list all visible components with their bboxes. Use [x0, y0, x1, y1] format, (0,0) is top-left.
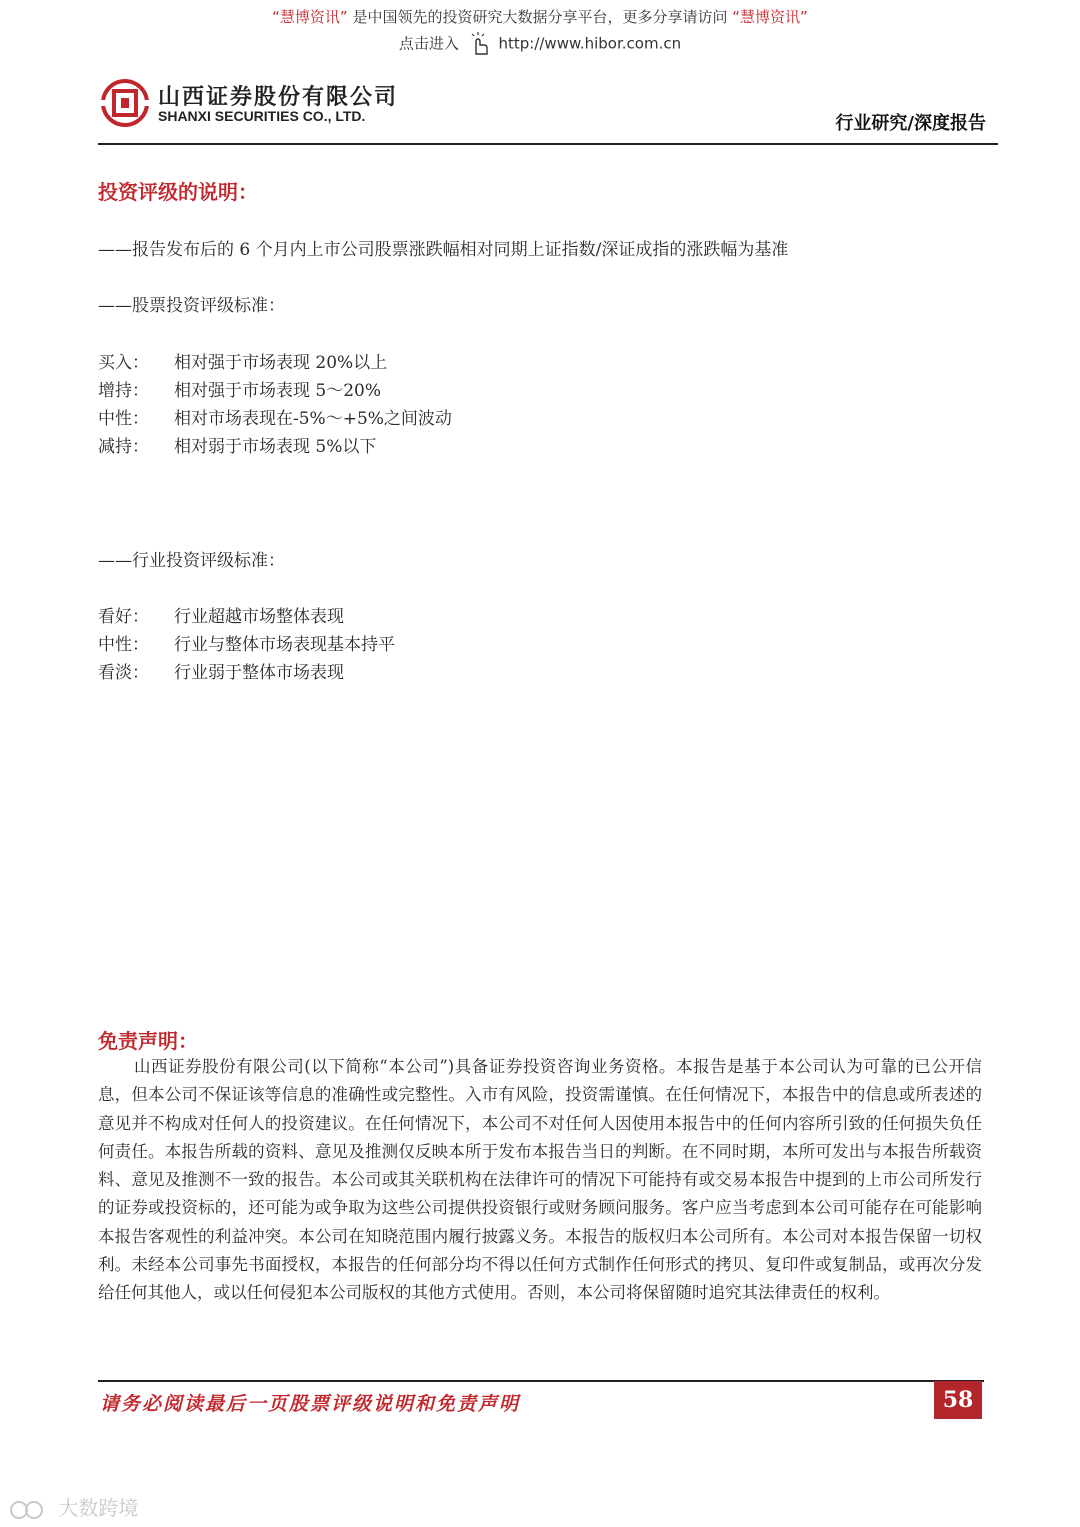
rating-section-title: 投资评级的说明： [98, 180, 258, 204]
promo-link-line[interactable] [0, 32, 1080, 56]
watermark-text: 大数跨境 [58, 1496, 139, 1520]
rating-label: 减持： [98, 437, 149, 457]
page-number: 58 [934, 1381, 982, 1419]
rating-label: 中性： [98, 409, 149, 429]
rating-desc: 相对市场表现在-5%～+5%之间波动 [174, 409, 452, 429]
rating-label: 增持： [98, 381, 149, 401]
industry-rating-header: ——行业投资评级标准： [98, 551, 285, 571]
stock-rating-row [98, 376, 381, 401]
rating-label: 中性： [98, 635, 149, 655]
footer-note: 请务必阅读最后一页股票评级说明和免责声明 [100, 1393, 521, 1415]
promo-line [0, 6, 1080, 27]
rating-label: 看好： [98, 607, 149, 627]
industry-rating-row [98, 630, 395, 655]
rating-basis: ——报告发布后的 6 个月内上市公司股票涨跌幅相对同期上证指数/深证成指的涨跌幅为基准 [98, 240, 789, 260]
rating-desc: 相对弱于市场表现 5%以下 [174, 437, 377, 457]
stock-rating-row [98, 348, 387, 373]
industry-rating-row [98, 602, 344, 627]
rating-desc: 相对强于市场表现 20%以上 [174, 353, 388, 373]
rating-desc: 行业弱于整体市场表现 [174, 663, 344, 683]
rating-desc: 行业超越市场整体表现 [174, 607, 344, 627]
stock-rating-row [98, 432, 376, 457]
footer-divider [98, 1380, 984, 1382]
disclaimer-title: 免责声明： [98, 1029, 198, 1053]
rating-desc: 相对强于市场表现 5～20% [174, 381, 382, 401]
watermark-logo-icon [8, 1499, 52, 1521]
rating-desc: 行业与整体市场表现基本持平 [174, 635, 395, 655]
promo-brand-2: “慧博资讯” [732, 8, 808, 26]
company-name-cn: 山西证券股份有限公司 [158, 85, 399, 110]
watermark [8, 1492, 138, 1521]
rating-label: 看淡： [98, 663, 149, 683]
promo-url-link[interactable]: http://www.hibor.com.cn [498, 34, 682, 53]
stock-rating-row [98, 404, 452, 429]
company-name-en: SHANXI SECURITIES CO., LTD. [158, 108, 366, 124]
header-divider [98, 143, 998, 145]
company-logo-icon [100, 78, 150, 128]
disclaimer-body: 山西证券股份有限公司(以下简称“本公司”)具备证券投资咨询业务资格。本报告是基于本公司认为可靠的已公开信息，但本公司不保证该等信息的准确性或完整性。入市有风险，投资需谨慎。在任何情况下，本报告中的信息或所表述的意见并不构成对任何人的投资建议。在任何情况下，本公司不对任何人因使用本报告中的任何内容所引致的任何损失负任何责任。本报告所载的资料、意见及推测仅反映本所于发布本报告当日的判断。在不同时期，本所可发出与本报告所载资料、意见及推测不一致的报告。本公司或其关联机构在法律许可的情况下可能持有或交易本报告中提到的上市公司所发行的证券或投资标的，还可能为或争取为这些公司提供投资银行或财务顾问服务。客户应当考虑到本公司可能存在可能影响本报告客观性的利益冲突。本公司在知晓范围内履行披露义务。本报告的版权归本公司所有。本公司对本报告保留一切权利。未经本公司事先书面授权，本报告的任何部分均不得以任何方式制作任何形式的拷贝、复印件或复制品，或再次分发给任何其他人，或以任何侵犯本公司版权的其他方式使用。否则，本公司将保留随时追究其法律责任的权利。 [98, 1057, 982, 1303]
promo-click-label[interactable]: 点击进入 [398, 34, 459, 53]
industry-rating-row [98, 658, 344, 683]
document-type: 行业研究/深度报告 [835, 113, 986, 134]
pointer-hand-icon [468, 32, 490, 56]
promo-text: 是中国领先的投资研究大数据分享平台，更多分享请访问 [352, 8, 728, 26]
rating-label: 买入： [98, 353, 149, 373]
promo-brand: “慧博资讯” [272, 8, 348, 26]
stock-rating-header: ——股票投资评级标准： [98, 296, 285, 316]
